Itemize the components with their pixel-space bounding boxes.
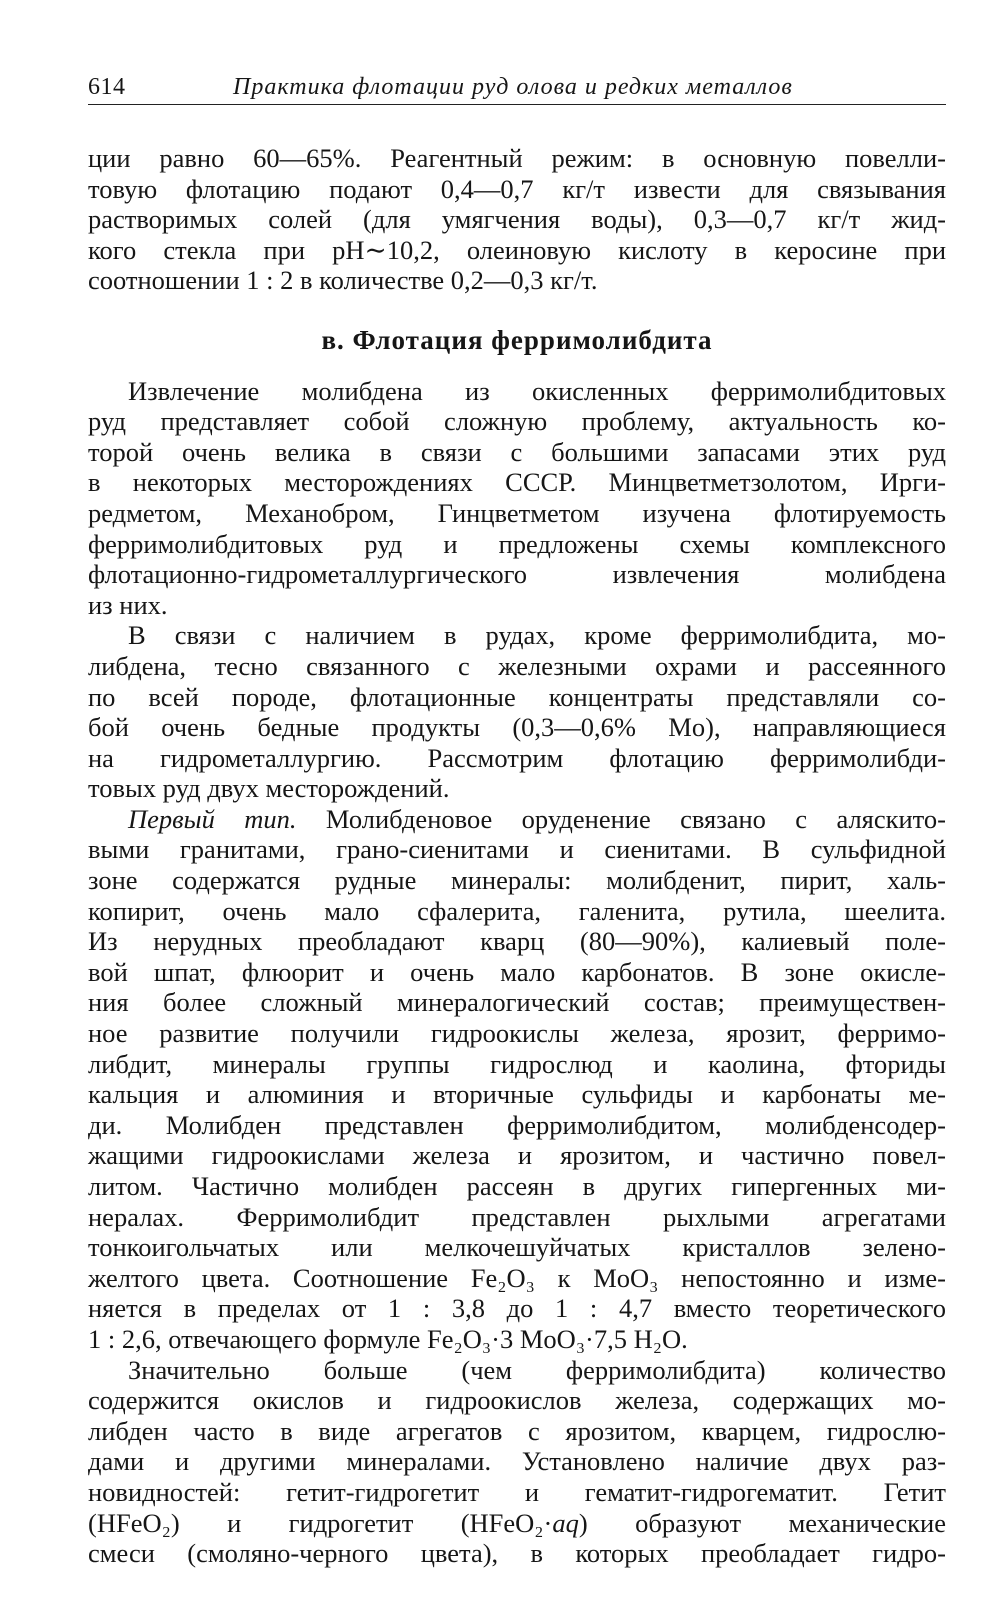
text-line: либден часто в виде агрегатов с ярозитом, кварцем, гидрослю- xyxy=(88,1415,946,1446)
text-line: редметом, Механобром, Гинцветметом изучена флотируемость xyxy=(88,497,946,528)
text-line: Из нерудных преобладают кварц (80—90%), калиевый поле- xyxy=(88,926,946,957)
text-line: новидностей: гетит-гидрогетит и гематит-гидрогематит. Гетит xyxy=(88,1476,946,1507)
text-line: Извлечение молибдена из окисленных ферримолибдитовых xyxy=(128,375,946,406)
paragraph-iron-oxides xyxy=(88,1355,946,1569)
text-line: ферримолибдитовых руд и предложены схемы комплексного xyxy=(88,528,946,559)
section-title: в. Флотация ферримолибдита xyxy=(321,324,713,355)
formula-line-end: ) образуют механические xyxy=(578,1507,946,1538)
body-text xyxy=(88,143,946,1569)
text-line: дами и другими минералами. Установлено наличие двух раз- xyxy=(88,1446,946,1477)
formula-line-start: (HFeO₂) и гидрогетит (HFeO₂· xyxy=(88,1507,553,1538)
text-line: в некоторых месторождениях СССР. Минцветметзолотом, Ирги- xyxy=(88,467,946,498)
text-line: соотношении 1 : 2 в количестве 0,2—0,3 кг/т. xyxy=(88,265,598,296)
text-line: В связи с наличием в рудах, кроме ферримолибдита, мо- xyxy=(128,620,946,651)
text-line: из них. xyxy=(88,589,168,620)
text-line: торой очень велика в связи с большими запасами этих руд xyxy=(88,436,946,467)
text-line: бой очень бедные продукты (0,3—0,6% Mo), направляющиеся xyxy=(88,712,946,743)
text-line: на гидрометаллургию. Рассмотрим флотацию ферримолибди- xyxy=(88,742,946,773)
text-line: ди. Молибден представлен ферримолибдитом, молибденсодер- xyxy=(88,1109,946,1140)
text-line: ное развитие получили гидроокислы железа, ярозит, ферримо- xyxy=(88,1018,946,1049)
paragraph-first-type xyxy=(88,804,946,1355)
intro-paragraph xyxy=(88,143,946,296)
text-line: копирит, очень мало сфалерита, галенита, рутила, шеелита. xyxy=(88,895,946,926)
text-line: товых руд двух месторождений. xyxy=(88,773,450,804)
text-line: товую флотацию подают 0,4—0,7 кг/т извести для связывания xyxy=(88,173,946,204)
text-line: зоне содержатся рудные минералы: молибденит, пирит, халь- xyxy=(88,865,946,896)
text-line: нералах. Ферримолибдит представлен рыхлыми агрегатами xyxy=(88,1201,946,1232)
text-line: по всей породе, флотационные концентраты представляли со- xyxy=(88,681,946,712)
text-line xyxy=(88,804,946,835)
page-header xyxy=(88,70,946,105)
text-line: няется в пределах от 1 : 3,8 до 1 : 4,7 вместо теоретического xyxy=(88,1293,946,1324)
paragraph-concentrates xyxy=(88,620,946,804)
text-line: выми гранитами, грано-сиенитами и сиенитами. В сульфидной xyxy=(88,834,946,865)
text-line: вой шпат, флюорит и очень мало карбонатов. В зоне окисле- xyxy=(88,956,946,987)
text-line: кого стекла при pH∼10,2, олеиновую кислоту в керосине при xyxy=(88,234,946,265)
text-line: содержится окислов и гидроокислов железа, содержащих мо- xyxy=(88,1385,946,1416)
text-line: руд представляет собой сложную проблему, актуальность ко- xyxy=(88,406,946,437)
text-line: ния более сложный минералогический состав; преимуществен- xyxy=(88,987,946,1018)
formula-aq: aq xyxy=(552,1507,579,1538)
text-line: 1 : 2,6, отвечающего формуле Fe₂O₃·3 MoO₃·7,5 H₂O. xyxy=(88,1323,688,1354)
text-line: Значительно больше (чем ферримолибдита) количество xyxy=(128,1354,946,1385)
text-line: либдена, тесно связанного с железными охрами и рассеянного xyxy=(88,650,946,681)
text-line: либдит, минералы группы гидрослюд и каолина, фториды xyxy=(88,1048,946,1079)
paragraph-extraction xyxy=(88,376,946,621)
first-type-line-rest: Молибденовое оруденение связано с аляскито- xyxy=(296,803,946,834)
text-line: кальция и алюминия и вторичные сульфиды и карбонаты ме- xyxy=(88,1079,946,1110)
text-line: растворимых солей (для умягчения воды), 0,3—0,7 кг/т жид- xyxy=(88,204,946,235)
text-line: флотационно-гидрометаллургического извлечения молибдена xyxy=(88,559,946,590)
text-line: литом. Частично молибден рассеян в других гипергенных ми- xyxy=(88,1171,946,1201)
text-line: желтого цвета. Соотношение Fe₂O₃ к MoO₃ непостоянно и изме- xyxy=(88,1262,946,1293)
running-title: Практика флотации руд олова и редких металлов xyxy=(233,74,793,100)
page-number: 614 xyxy=(88,74,126,100)
first-type-lead: Первый тип. xyxy=(128,803,297,834)
text-line xyxy=(88,1508,946,1539)
text-line: жащими гидроокислами железа и ярозитом, и частично повел- xyxy=(88,1140,946,1171)
text-line: смеси (смоляно-черного цвета), в которых преобладает гидро- xyxy=(88,1538,946,1569)
text-line: ции равно 60—65%. Реагентный режим: в основную повелли- xyxy=(88,143,946,173)
text-line: тонкоигольчатых или мелкочешуйчатых кристаллов зелено- xyxy=(88,1232,946,1263)
